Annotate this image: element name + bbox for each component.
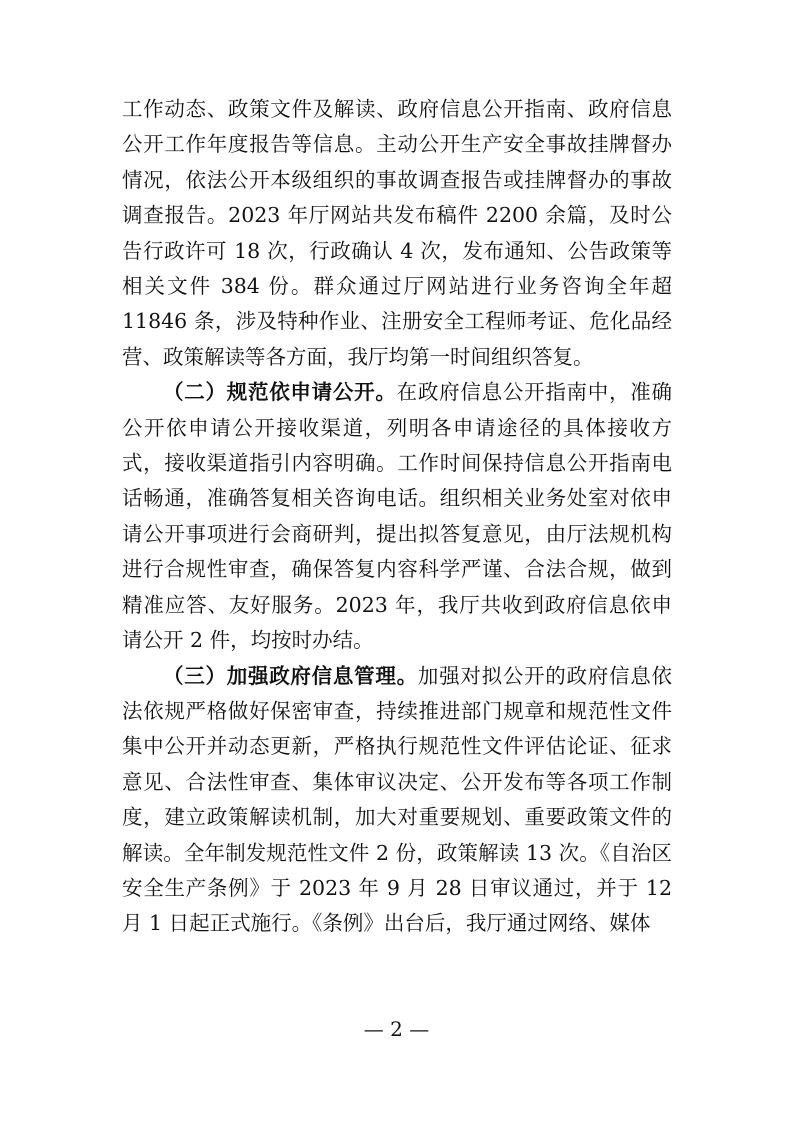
paragraph-strengthen-info-management — [122, 659, 672, 942]
paragraph-2-text: 在政府信息公开指南中，准确公开依申请公开接收渠道，列明各申请途径的具体接收方式，接收渠道指引内容明确。工作时间保持信息公开指南电话畅通，准确答复相关咨询电话。组织相关业务处室对依申请公开事项进行会商研判，提出拟答复意见，由厅法规机构进行合规性审查，确保答复内容科学严谨、合法合规，做到精准应答、友好服务。2023 年，我厅共收到政府信息依申请公开 2 件，均按时办结。 — [122, 380, 673, 653]
paragraph-3-text: 加强对拟公开的政府信息依法依规严格做好保密审查，持续推进部门规章和规范性文件集中公开并动态更新，严格执行规范性文件评估论证、征求意见、合法性审查、集体审议决定、公开发布等各项工作制度，建立政策解读机制，加大对重要规划、重要政策文件的解读。全年制发规范性文件 2 份，政策解读 13 次。《自治区安全生产条例》于 2023 年 9 月 28 日审议通过，并于 12 月 1 日起正式施行。《条例》出台后，我厅通过网络、媒体 — [122, 663, 673, 936]
section-heading-2: （二）规范依申请公开。 — [163, 380, 397, 405]
section-heading-3: （三）加强政府信息管理。 — [163, 663, 418, 688]
paragraph-continuation — [122, 92, 672, 375]
paragraph-standardize-application-disclosure — [122, 375, 672, 658]
paragraph-1-text: 工作动态、政策文件及解读、政府信息公开指南、政府信息公开工作年度报告等信息。主动公开生产安全事故挂牌督办情况，依法公开本级组织的事故调查报告或挂牌督办的事故调查报告。2023 年厅网站共发布稿件 2200 余篇，及时公告行政许可 18 次，行政确认 4 次，发布通知、公告政策等相关文件 384 份。群众通过厅网站进行业务咨询全年超 11846 条，涉及特种作业、注册安全工程师考证、危化品经营、政策解读等各方面，我厅均第一时间组织答复。 — [122, 97, 672, 369]
page-number: — 2 — — [363, 1017, 430, 1041]
body-text — [122, 92, 672, 942]
